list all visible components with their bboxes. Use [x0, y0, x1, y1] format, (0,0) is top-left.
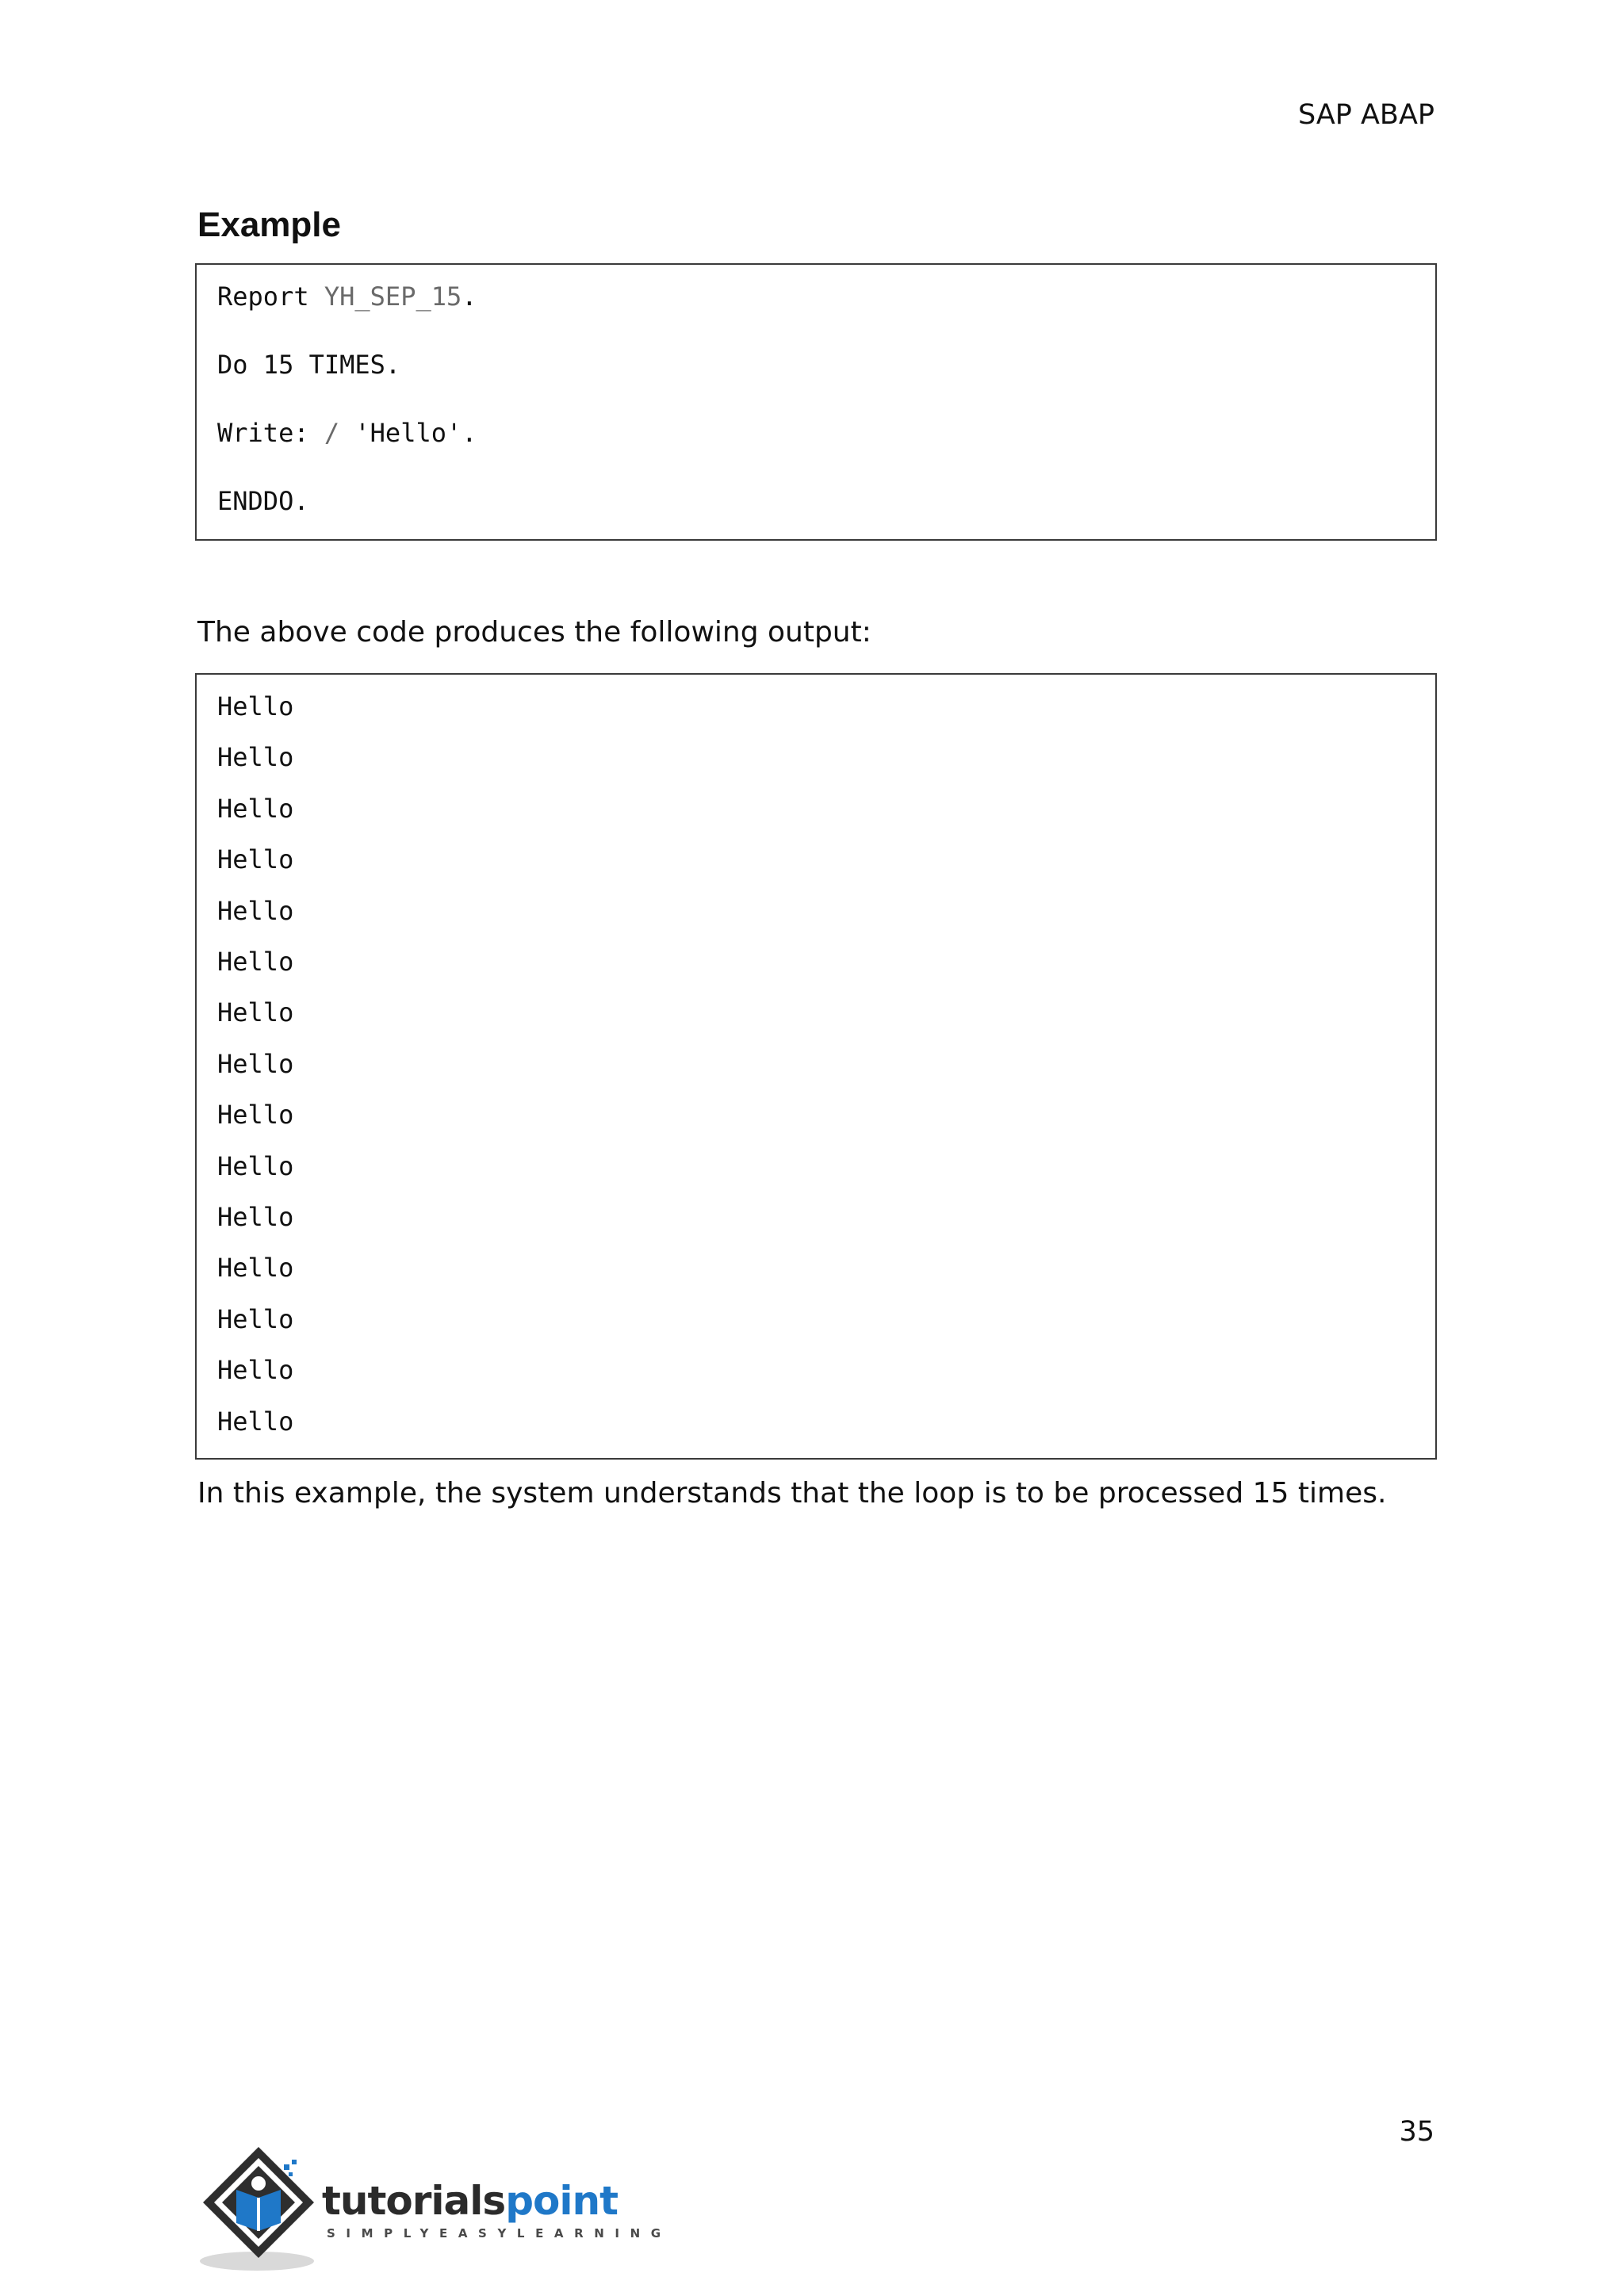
output-line: Hello [217, 1253, 294, 1283]
logo-wordmark [322, 2179, 618, 2223]
output-line: Hello [217, 1202, 294, 1232]
logo-word-point: point [505, 2178, 618, 2224]
code-operator: / [324, 418, 340, 448]
page-number: 35 [1399, 2116, 1434, 2148]
logo-emblem-icon [195, 2141, 330, 2275]
code-line-report [217, 281, 477, 312]
output-line: Hello [217, 1304, 294, 1334]
code-punctuation: . [462, 281, 477, 312]
output-box [195, 673, 1437, 1460]
code-line-write [217, 417, 477, 449]
output-line: Hello [217, 1100, 294, 1130]
conclusion-paragraph: In this example, the system understands that the loop is to be processed 15 times. [197, 1477, 1387, 1510]
code-identifier: YH_SEP_15 [324, 281, 462, 312]
section-heading: Example [197, 205, 341, 244]
intro-paragraph: The above code produces the following output: [197, 616, 871, 649]
code-line-enddo: ENDDO. [217, 486, 309, 516]
output-line: Hello [217, 1406, 294, 1437]
code-example-box [195, 263, 1437, 541]
code-keyword: Write: [217, 418, 324, 448]
output-line: Hello [217, 1151, 294, 1181]
code-line-do: Do 15 TIMES. [217, 350, 401, 380]
output-line: Hello [217, 1049, 294, 1079]
output-line: Hello [217, 1355, 294, 1385]
logo-word-tutorials: tutorials [322, 2178, 506, 2224]
output-line: Hello [217, 896, 294, 926]
output-line: Hello [217, 844, 294, 874]
output-line: Hello [217, 742, 294, 772]
code-keyword: Report [217, 281, 324, 312]
tutorialspoint-logo [195, 2141, 672, 2275]
page-header-title: SAP ABAP [1297, 99, 1434, 131]
logo-tagline: SIMPLYEASYLEARNING [327, 2226, 672, 2241]
output-line: Hello [217, 794, 294, 824]
output-line: Hello [217, 947, 294, 977]
code-string: 'Hello'. [339, 418, 477, 448]
output-line: Hello [217, 691, 294, 721]
output-line: Hello [217, 997, 294, 1027]
